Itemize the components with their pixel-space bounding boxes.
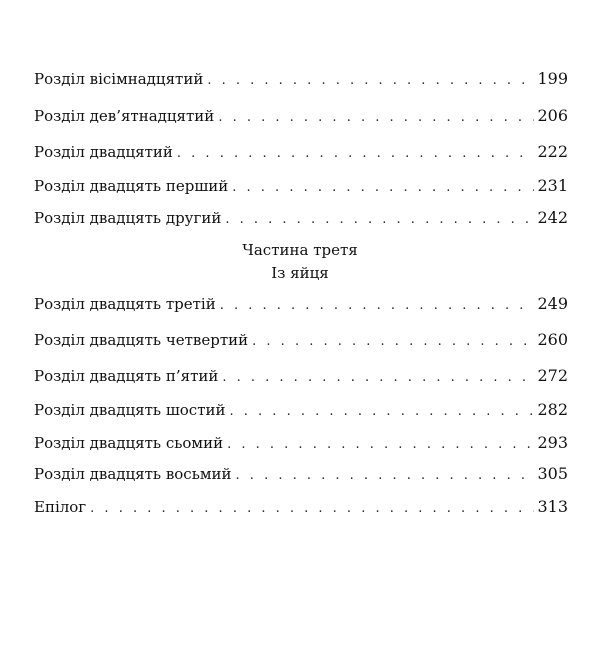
toc-entry-page: 313	[537, 497, 568, 516]
toc-entry-page: 305	[537, 464, 568, 483]
toc-entry-page: 231	[537, 176, 568, 195]
toc-entry-page: 293	[537, 433, 568, 452]
toc-entry-page: 249	[537, 294, 568, 313]
toc-entry	[34, 206, 568, 230]
toc-dot-leader	[207, 69, 534, 93]
toc-entry-title: Розділ двадцять восьмий	[34, 465, 232, 483]
toc-dot-leader	[220, 294, 535, 318]
toc-dot-leader	[227, 433, 534, 457]
toc-entry-title: Розділ двадцятий	[34, 143, 173, 161]
toc-entry-title: Розділ двадцять п’ятий	[34, 367, 219, 385]
toc-entry-page: 199	[537, 69, 568, 88]
toc-entry-page: 282	[537, 400, 568, 419]
toc-dot-leader	[177, 142, 535, 166]
toc-dot-leader	[236, 464, 535, 488]
toc-dot-leader	[230, 400, 535, 424]
toc-dot-leader	[218, 106, 534, 130]
toc-dot-leader	[225, 208, 534, 232]
toc-entry-title: Розділ дев’ятнадцятий	[34, 107, 215, 125]
toc-entry	[34, 67, 568, 91]
toc-entry-page: 260	[537, 330, 568, 349]
toc-entry-title: Розділ двадцять шостий	[34, 401, 226, 419]
toc-entry-title: Розділ вісімнадцятий	[34, 70, 204, 88]
toc-entry-title: Розділ двадцять другий	[34, 209, 222, 227]
toc-entry	[34, 398, 568, 422]
toc-dot-leader	[232, 176, 534, 200]
toc-entry-title: Епілог	[34, 498, 87, 516]
toc-entry-page: 272	[537, 366, 568, 385]
toc-dot-leader	[252, 330, 534, 354]
toc-entry-title: Розділ двадцять перший	[34, 177, 229, 195]
toc-entry	[34, 462, 568, 486]
part-heading-title: Із яйця	[271, 264, 329, 282]
toc-entry-title: Розділ двадцять третій	[34, 295, 216, 313]
toc-entry-page: 242	[537, 208, 568, 227]
toc-entry	[34, 174, 568, 198]
toc-entry-page: 206	[537, 106, 568, 125]
toc-entry-title: Розділ двадцять сьомий	[34, 434, 224, 452]
toc-dot-leader	[222, 366, 534, 390]
toc-entry-page: 222	[537, 142, 568, 161]
toc-entry	[34, 431, 568, 455]
toc-dot-leader	[90, 497, 534, 521]
toc-entry	[34, 364, 568, 388]
toc-entry	[34, 495, 568, 519]
toc-entry	[34, 328, 568, 352]
part-heading-number: Частина третя	[242, 241, 358, 259]
toc-entry	[34, 292, 568, 316]
toc-entry	[34, 140, 568, 164]
toc-entry-title: Розділ двадцять четвертий	[34, 331, 249, 349]
toc-entry	[34, 104, 568, 128]
